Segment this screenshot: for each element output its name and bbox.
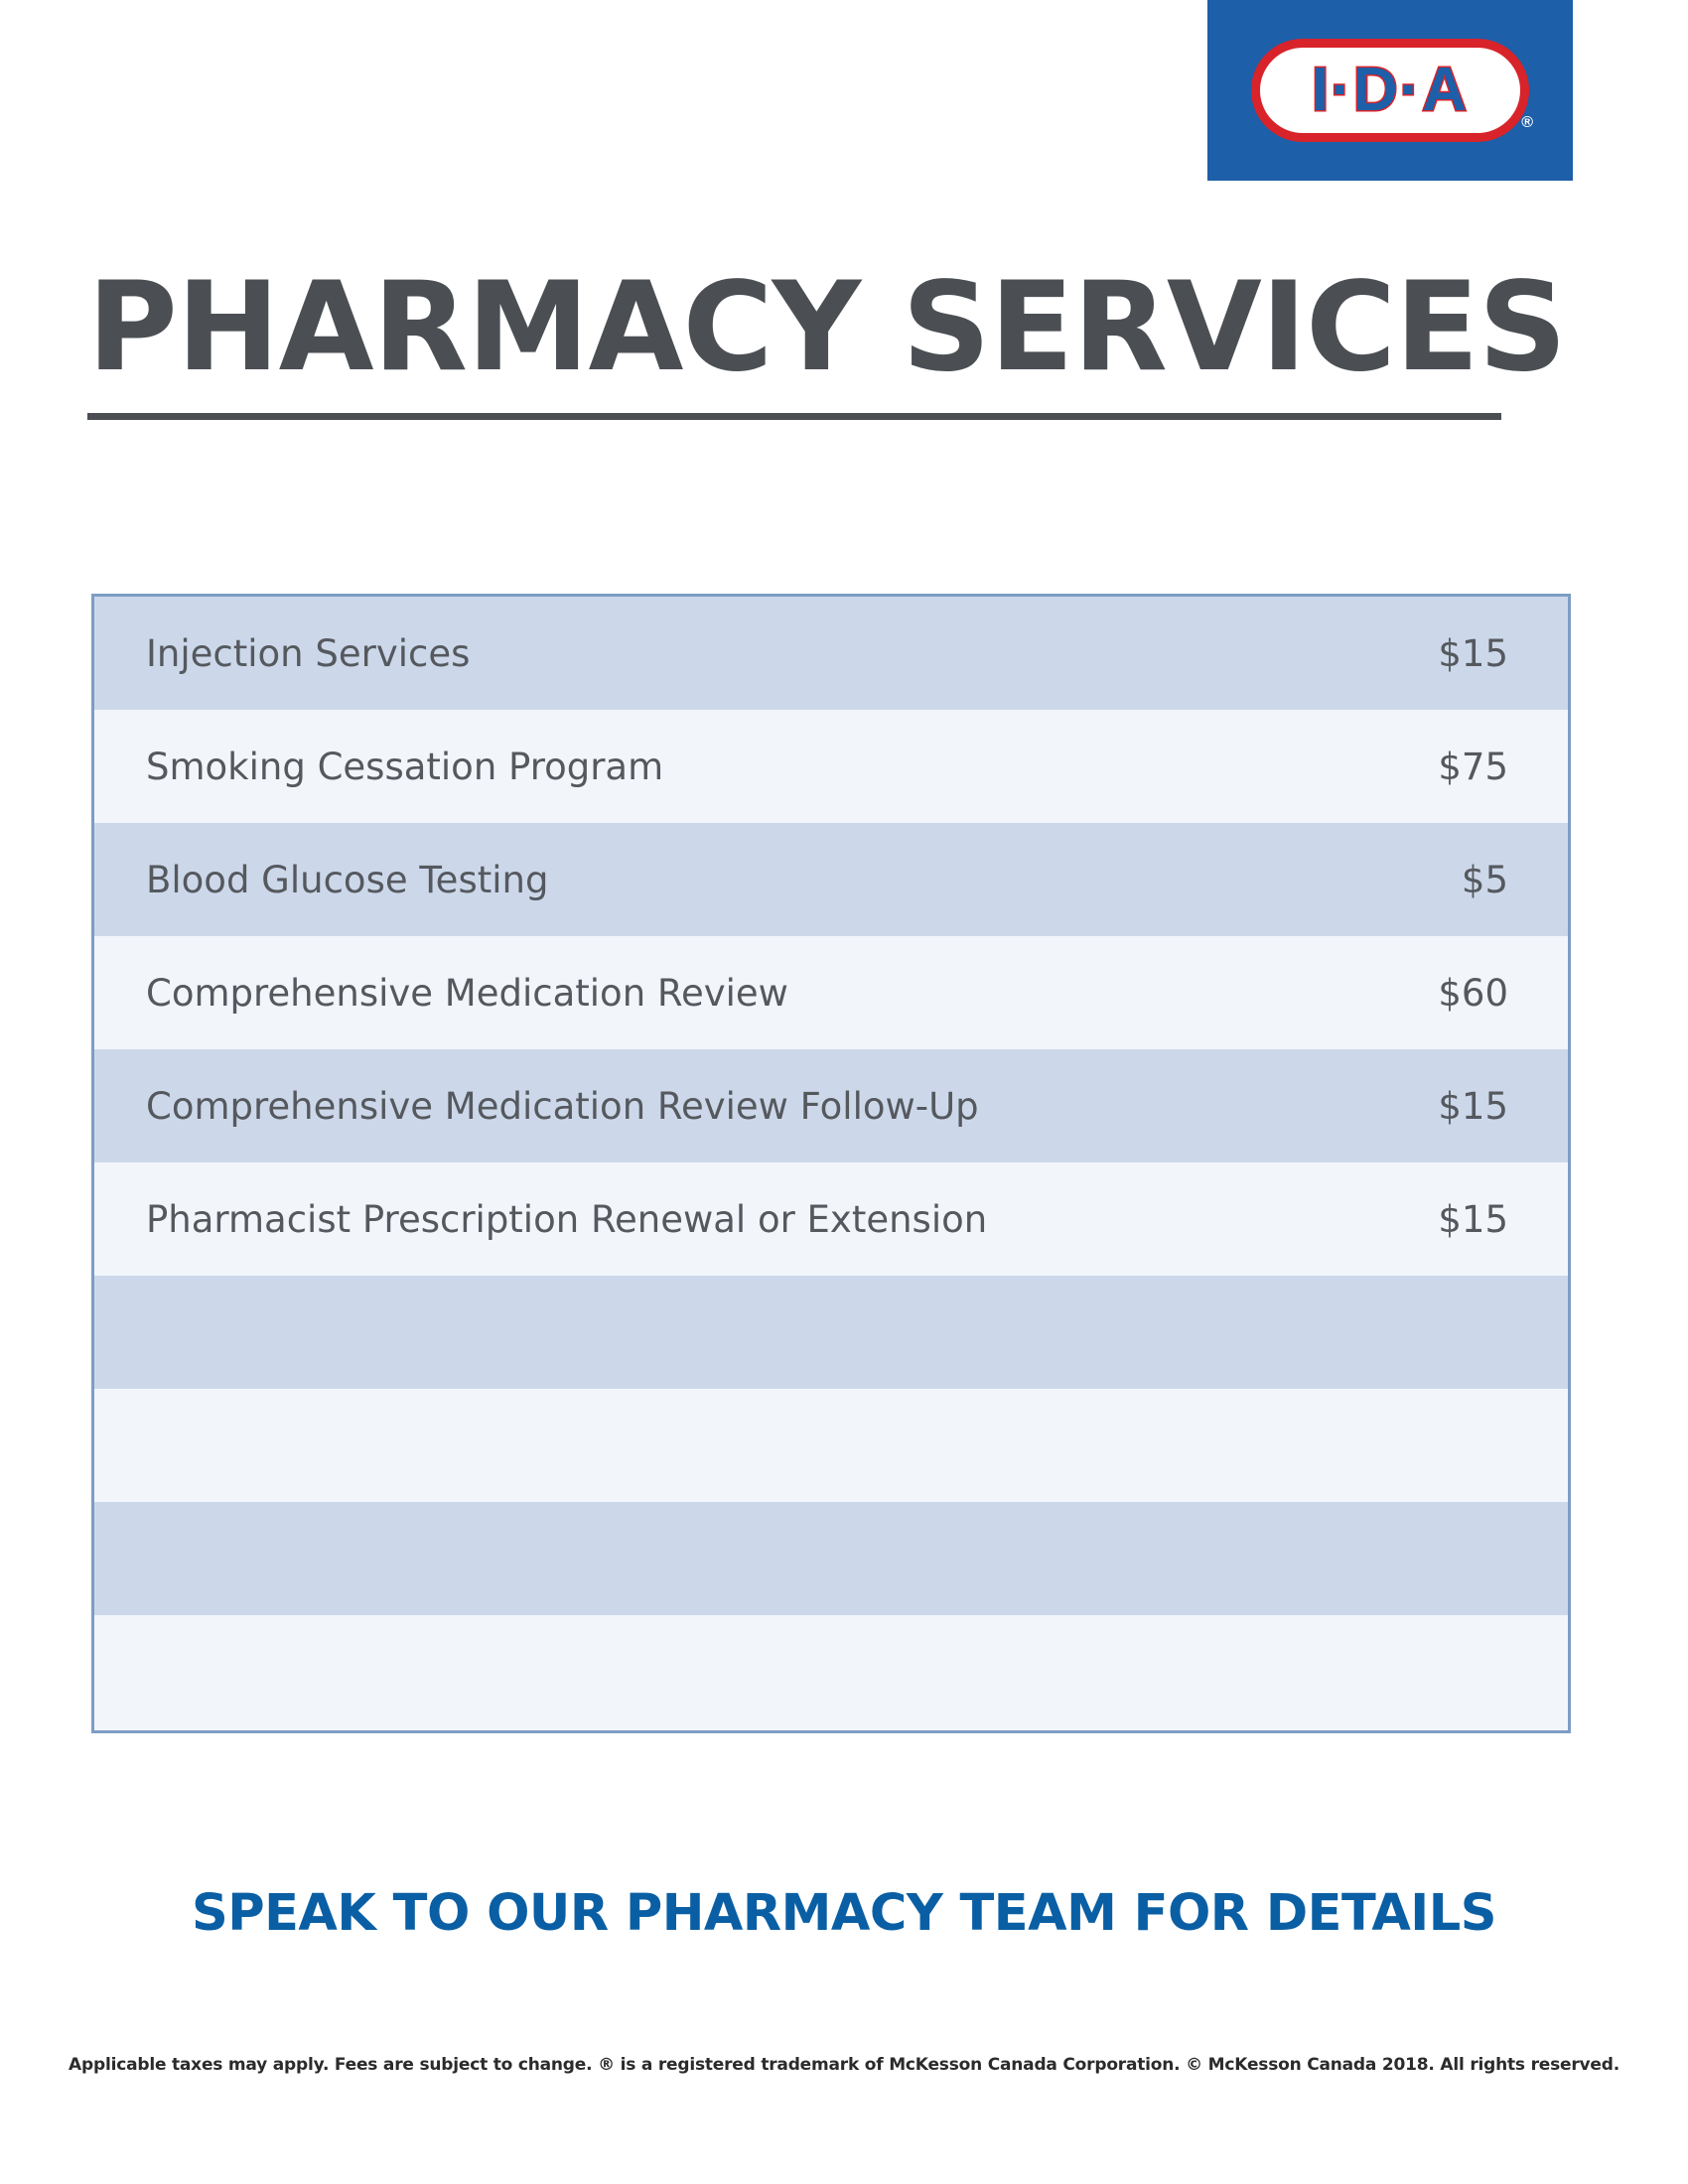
table-row-empty bbox=[94, 1615, 1568, 1728]
registered-trademark-icon: ® bbox=[1521, 114, 1533, 131]
table-row-empty bbox=[94, 1502, 1568, 1615]
service-name: Injection Services bbox=[146, 631, 471, 675]
service-name: Smoking Cessation Program bbox=[146, 745, 664, 788]
service-price: $60 bbox=[1438, 971, 1508, 1015]
logo-oval-shape bbox=[1251, 39, 1529, 142]
table-row bbox=[94, 936, 1568, 1049]
service-name: Blood Glucose Testing bbox=[146, 858, 549, 901]
service-name: Comprehensive Medication Review Follow-Up bbox=[146, 1084, 979, 1128]
table-row bbox=[94, 823, 1568, 936]
table-row bbox=[94, 1049, 1568, 1162]
service-name: Comprehensive Medication Review bbox=[146, 971, 788, 1015]
service-price: $75 bbox=[1438, 745, 1508, 788]
legal-disclaimer: Applicable taxes may apply. Fees are subject to change. ® is a registered trademark of McKesson Canada Corporation. © McKesson Canada 2018. All rights reserved. bbox=[69, 2055, 1619, 2075]
table-row-empty bbox=[94, 1389, 1568, 1502]
brand-logo bbox=[1207, 0, 1573, 181]
page-header bbox=[87, 256, 1589, 420]
title-divider bbox=[87, 413, 1501, 420]
service-price: $15 bbox=[1438, 1197, 1508, 1241]
logo-wordmark: I·D·A bbox=[1311, 56, 1470, 124]
table-row bbox=[94, 710, 1568, 823]
service-price: $15 bbox=[1438, 631, 1508, 675]
table-row-empty bbox=[94, 1276, 1568, 1389]
call-to-action: SPEAK TO OUR PHARMACY TEAM FOR DETAILS bbox=[191, 1884, 1497, 1943]
logo-inner bbox=[1241, 31, 1539, 150]
service-price: $5 bbox=[1461, 858, 1508, 901]
service-name: Pharmacist Prescription Renewal or Extension bbox=[146, 1197, 988, 1241]
services-table bbox=[91, 594, 1571, 1733]
table-row bbox=[94, 1162, 1568, 1276]
table-row bbox=[94, 597, 1568, 710]
page-title: PHARMACY SERVICES bbox=[87, 256, 1567, 399]
service-price: $15 bbox=[1438, 1084, 1508, 1128]
